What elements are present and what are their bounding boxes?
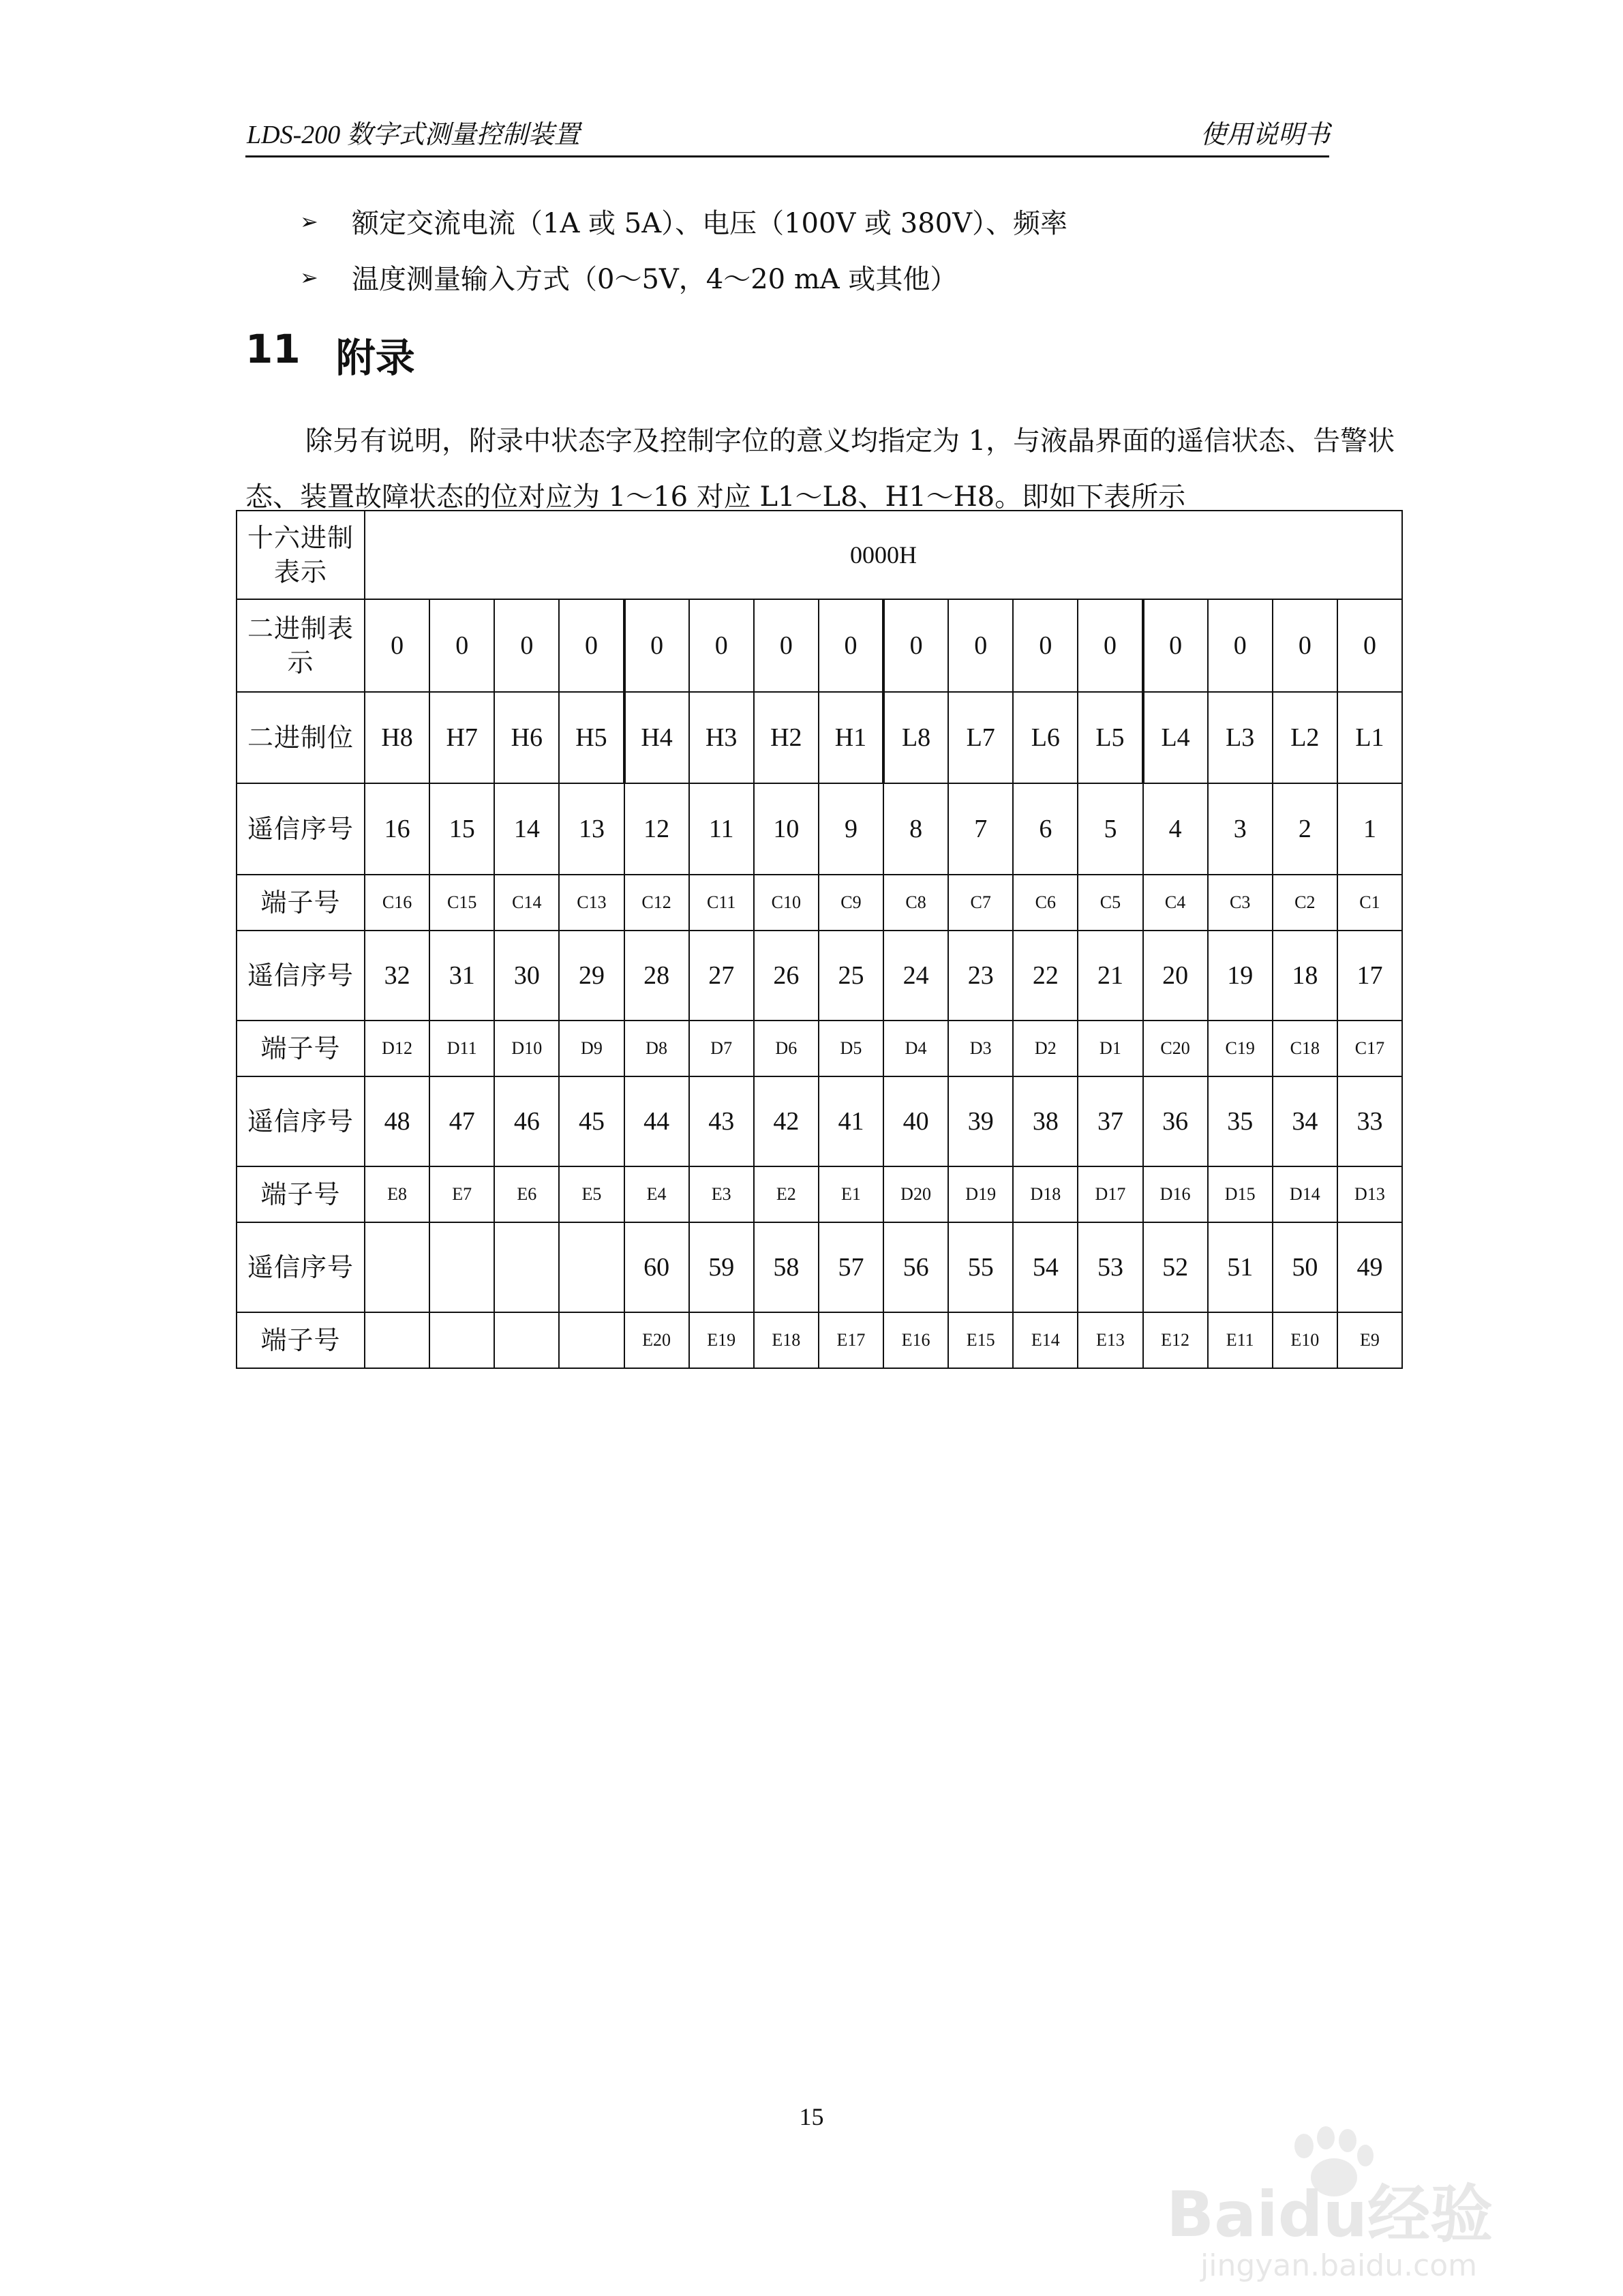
binary-digit-cell: 0 — [494, 599, 559, 692]
binary-digit-cell: 0 — [1337, 599, 1402, 692]
terminal-id-cell: D15 — [1208, 1166, 1273, 1222]
signal-number-cell: 48 — [365, 1076, 429, 1166]
signal-number-cell — [494, 1222, 559, 1312]
terminal-id-cell: E19 — [689, 1312, 754, 1368]
watermark-url: jingyan.baidu.com — [1200, 2248, 1478, 2283]
section-heading — [245, 326, 415, 383]
signal-number-cell: 22 — [1013, 931, 1078, 1021]
signal-number-cell: 57 — [819, 1222, 883, 1312]
bit-name-cell: L2 — [1273, 692, 1337, 783]
row-label-hex: 十六进制表示 — [237, 511, 365, 599]
signal-number-cell: 3 — [1208, 783, 1273, 875]
signal-number-cell: 7 — [948, 783, 1013, 875]
terminal-id-cell: E7 — [429, 1166, 494, 1222]
row-label-terminal: 端子号 — [237, 1312, 365, 1368]
signal-row — [237, 1222, 1402, 1312]
bit-name-cell: H7 — [429, 692, 494, 783]
signal-number-cell: 16 — [365, 783, 429, 875]
signal-number-cell: 29 — [559, 931, 624, 1021]
signal-number-cell: 12 — [624, 783, 689, 875]
terminal-id-cell — [494, 1312, 559, 1368]
terminal-row — [237, 875, 1402, 931]
signal-number-cell: 42 — [754, 1076, 819, 1166]
bullet-text: 额定交流电流（1A 或 5A）、电压（100V 或 380V）、频率 — [352, 208, 1067, 239]
hex-value: 0000H — [365, 511, 1402, 599]
binary-digit-cell: 0 — [689, 599, 754, 692]
terminal-id-cell: E17 — [819, 1312, 883, 1368]
bit-name-cell: L7 — [948, 692, 1013, 783]
terminal-id-cell: E15 — [948, 1312, 1013, 1368]
terminal-id-cell: E10 — [1273, 1312, 1337, 1368]
terminal-id-cell: D3 — [948, 1021, 1013, 1076]
terminal-id-cell: D8 — [624, 1021, 689, 1076]
arrow-bullet-icon: ➢ — [300, 208, 318, 235]
terminal-id-cell: D19 — [948, 1166, 1013, 1222]
terminal-id-cell: E11 — [1208, 1312, 1273, 1368]
terminal-id-cell: C19 — [1208, 1021, 1273, 1076]
terminal-id-cell: E5 — [559, 1166, 624, 1222]
terminal-id-cell: C11 — [689, 875, 754, 931]
terminal-id-cell: E2 — [754, 1166, 819, 1222]
signal-number-cell: 10 — [754, 783, 819, 875]
signal-number-cell: 6 — [1013, 783, 1078, 875]
terminal-id-cell: C6 — [1013, 875, 1078, 931]
signal-number-cell: 35 — [1208, 1076, 1273, 1166]
terminal-id-cell: C10 — [754, 875, 819, 931]
watermark-brand: Baidu经验 — [1166, 2178, 1493, 2251]
terminal-id-cell: C7 — [948, 875, 1013, 931]
terminal-id-cell: D13 — [1337, 1166, 1402, 1222]
bit-name-cell: L1 — [1337, 692, 1402, 783]
terminal-id-cell: D11 — [429, 1021, 494, 1076]
terminal-id-cell: C14 — [494, 875, 559, 931]
signal-number-cell: 56 — [883, 1222, 948, 1312]
bit-name-cell: L6 — [1013, 692, 1078, 783]
terminal-id-cell: C1 — [1337, 875, 1402, 931]
binary-digit-cell: 0 — [1013, 599, 1078, 692]
terminal-id-cell: D2 — [1013, 1021, 1078, 1076]
section-title: 附录 — [335, 335, 415, 381]
signal-number-cell: 52 — [1143, 1222, 1208, 1312]
terminal-id-cell: C16 — [365, 875, 429, 931]
signal-number-cell: 21 — [1078, 931, 1142, 1021]
binary-digit-cell: 0 — [1078, 599, 1142, 692]
terminal-id-cell: D4 — [883, 1021, 948, 1076]
section-number: 11 — [245, 326, 301, 372]
binary-digit-cell: 0 — [1143, 599, 1208, 692]
signal-number-cell: 45 — [559, 1076, 624, 1166]
terminal-id-cell — [429, 1312, 494, 1368]
terminal-id-cell: C8 — [883, 875, 948, 931]
binary-digit-cell: 0 — [754, 599, 819, 692]
signal-number-cell: 18 — [1273, 931, 1337, 1021]
signal-number-cell: 46 — [494, 1076, 559, 1166]
binary-digit-cell: 0 — [948, 599, 1013, 692]
signal-number-cell: 54 — [1013, 1222, 1078, 1312]
binary-digit-cell: 0 — [559, 599, 624, 692]
terminal-id-cell: C18 — [1273, 1021, 1337, 1076]
terminal-id-cell: E14 — [1013, 1312, 1078, 1368]
row-label-terminal: 端子号 — [237, 1166, 365, 1222]
terminal-id-cell: D7 — [689, 1021, 754, 1076]
terminal-id-cell: D1 — [1078, 1021, 1142, 1076]
signal-number-cell: 44 — [624, 1076, 689, 1166]
terminal-id-cell: C3 — [1208, 875, 1273, 931]
bit-name-cell: L3 — [1208, 692, 1273, 783]
baidu-watermark — [1159, 2120, 1541, 2284]
signal-number-cell: 60 — [624, 1222, 689, 1312]
terminal-id-cell: E18 — [754, 1312, 819, 1368]
header-doc-title: LDS-200 数字式测量控制装置 — [247, 121, 580, 149]
row-label-terminal: 端子号 — [237, 1021, 365, 1076]
row-label-signal: 遥信序号 — [237, 1076, 365, 1166]
terminal-id-cell — [559, 1312, 624, 1368]
bullet-item — [300, 258, 957, 297]
terminal-id-cell: D5 — [819, 1021, 883, 1076]
terminal-row — [237, 1312, 1402, 1368]
signal-number-cell: 8 — [883, 783, 948, 875]
terminal-id-cell: D14 — [1273, 1166, 1337, 1222]
bit-name-cell: H1 — [819, 692, 883, 783]
terminal-id-cell: D10 — [494, 1021, 559, 1076]
terminal-id-cell: D9 — [559, 1021, 624, 1076]
intro-paragraph: 除另有说明，附录中状态字及控制字位的意义均指定为 1，与液晶界面的遥信状态、告警状态、装置故障状态的位对应为 1～16 对应 L1～L8、H1～H8。即如下表所示 — [245, 425, 1395, 513]
terminal-id-cell: C5 — [1078, 875, 1142, 931]
binary-digit-cell: 0 — [429, 599, 494, 692]
signal-number-cell: 28 — [624, 931, 689, 1021]
signal-number-cell: 53 — [1078, 1222, 1142, 1312]
signal-number-cell: 14 — [494, 783, 559, 875]
bit-name-cell: L5 — [1078, 692, 1142, 783]
terminal-id-cell: E12 — [1143, 1312, 1208, 1368]
terminal-id-cell: C2 — [1273, 875, 1337, 931]
binary-digit-cell: 0 — [1273, 599, 1337, 692]
signal-number-cell: 24 — [883, 931, 948, 1021]
signal-number-cell — [559, 1222, 624, 1312]
terminal-id-cell: E6 — [494, 1166, 559, 1222]
bit-name-cell: L4 — [1143, 692, 1208, 783]
signal-number-cell: 1 — [1337, 783, 1402, 875]
bit-name-cell: H4 — [624, 692, 689, 783]
row-label-binary: 二进制表示 — [237, 599, 365, 692]
signal-number-cell: 39 — [948, 1076, 1013, 1166]
terminal-id-cell: C12 — [624, 875, 689, 931]
signal-number-cell: 23 — [948, 931, 1013, 1021]
signal-number-cell: 49 — [1337, 1222, 1402, 1312]
terminal-id-cell: E4 — [624, 1166, 689, 1222]
signal-number-cell: 27 — [689, 931, 754, 1021]
terminal-id-cell: E9 — [1337, 1312, 1402, 1368]
terminal-id-cell: D6 — [754, 1021, 819, 1076]
signal-number-cell: 38 — [1013, 1076, 1078, 1166]
terminal-id-cell: E13 — [1078, 1312, 1142, 1368]
signal-number-cell: 25 — [819, 931, 883, 1021]
terminal-id-cell: E3 — [689, 1166, 754, 1222]
binary-digit-cell: 0 — [883, 599, 948, 692]
signal-row — [237, 783, 1402, 875]
bullet-text: 温度测量输入方式（0～5V，4～20 mA 或其他） — [352, 264, 958, 295]
row-label-bit: 二进制位 — [237, 692, 365, 783]
terminal-row — [237, 1166, 1402, 1222]
row-label-signal: 遥信序号 — [237, 783, 365, 875]
signal-number-cell: 30 — [494, 931, 559, 1021]
signal-number-cell: 17 — [1337, 931, 1402, 1021]
signal-number-cell: 59 — [689, 1222, 754, 1312]
terminal-id-cell: D16 — [1143, 1166, 1208, 1222]
row-label-signal: 遥信序号 — [237, 1222, 365, 1312]
binary-digit-cell: 0 — [624, 599, 689, 692]
terminal-id-cell: C20 — [1143, 1021, 1208, 1076]
signal-number-cell: 4 — [1143, 783, 1208, 875]
terminal-id-cell: D18 — [1013, 1166, 1078, 1222]
terminal-id-cell: D20 — [883, 1166, 948, 1222]
terminal-id-cell: E16 — [883, 1312, 948, 1368]
signal-number-cell — [429, 1222, 494, 1312]
signal-number-cell: 47 — [429, 1076, 494, 1166]
signal-number-cell: 55 — [948, 1222, 1013, 1312]
bit-name-cell: H8 — [365, 692, 429, 783]
bit-name-cell: H6 — [494, 692, 559, 783]
signal-row — [237, 1076, 1402, 1166]
row-label-terminal: 端子号 — [237, 875, 365, 931]
bit-name-cell: H2 — [754, 692, 819, 783]
signal-number-cell: 20 — [1143, 931, 1208, 1021]
signal-number-cell: 5 — [1078, 783, 1142, 875]
terminal-id-cell: C9 — [819, 875, 883, 931]
terminal-id-cell: E8 — [365, 1166, 429, 1222]
signal-number-cell: 9 — [819, 783, 883, 875]
signal-number-cell: 2 — [1273, 783, 1337, 875]
terminal-id-cell: D17 — [1078, 1166, 1142, 1222]
signal-number-cell: 37 — [1078, 1076, 1142, 1166]
binary-digit-cell: 0 — [819, 599, 883, 692]
signal-number-cell — [365, 1222, 429, 1312]
arrow-bullet-icon: ➢ — [300, 264, 318, 290]
terminal-row — [237, 1021, 1402, 1076]
terminal-id-cell: C4 — [1143, 875, 1208, 931]
bit-name-cell: H5 — [559, 692, 624, 783]
binary-digit-cell: 0 — [1208, 599, 1273, 692]
bit-name-cell: L8 — [883, 692, 948, 783]
signal-number-cell: 32 — [365, 931, 429, 1021]
signal-number-cell: 41 — [819, 1076, 883, 1166]
signal-number-cell: 34 — [1273, 1076, 1337, 1166]
signal-number-cell: 33 — [1337, 1076, 1402, 1166]
terminal-id-cell: C15 — [429, 875, 494, 931]
signal-number-cell: 51 — [1208, 1222, 1273, 1312]
bit-row — [237, 692, 1402, 783]
binary-row — [237, 599, 1402, 692]
signal-number-cell: 36 — [1143, 1076, 1208, 1166]
binary-digit-cell: 0 — [365, 599, 429, 692]
hex-row — [237, 511, 1402, 599]
terminal-id-cell — [365, 1312, 429, 1368]
terminal-id-cell: E20 — [624, 1312, 689, 1368]
signal-number-cell: 50 — [1273, 1222, 1337, 1312]
signal-number-cell: 58 — [754, 1222, 819, 1312]
signal-row — [237, 931, 1402, 1021]
bullet-item — [300, 202, 1067, 241]
signal-number-cell: 19 — [1208, 931, 1273, 1021]
row-label-signal: 遥信序号 — [237, 931, 365, 1021]
bit-mapping-table — [236, 510, 1403, 1369]
header-doc-type: 使用说明书 — [1200, 119, 1330, 149]
signal-number-cell: 26 — [754, 931, 819, 1021]
signal-number-cell: 13 — [559, 783, 624, 875]
header-rule — [245, 155, 1329, 157]
signal-number-cell: 31 — [429, 931, 494, 1021]
signal-number-cell: 15 — [429, 783, 494, 875]
terminal-id-cell: C13 — [559, 875, 624, 931]
terminal-id-cell: D12 — [365, 1021, 429, 1076]
bit-name-cell: H3 — [689, 692, 754, 783]
terminal-id-cell: E1 — [819, 1166, 883, 1222]
page-number: 15 — [799, 2103, 824, 2130]
signal-number-cell: 43 — [689, 1076, 754, 1166]
terminal-id-cell: C17 — [1337, 1021, 1402, 1076]
signal-number-cell: 11 — [689, 783, 754, 875]
signal-number-cell: 40 — [883, 1076, 948, 1166]
